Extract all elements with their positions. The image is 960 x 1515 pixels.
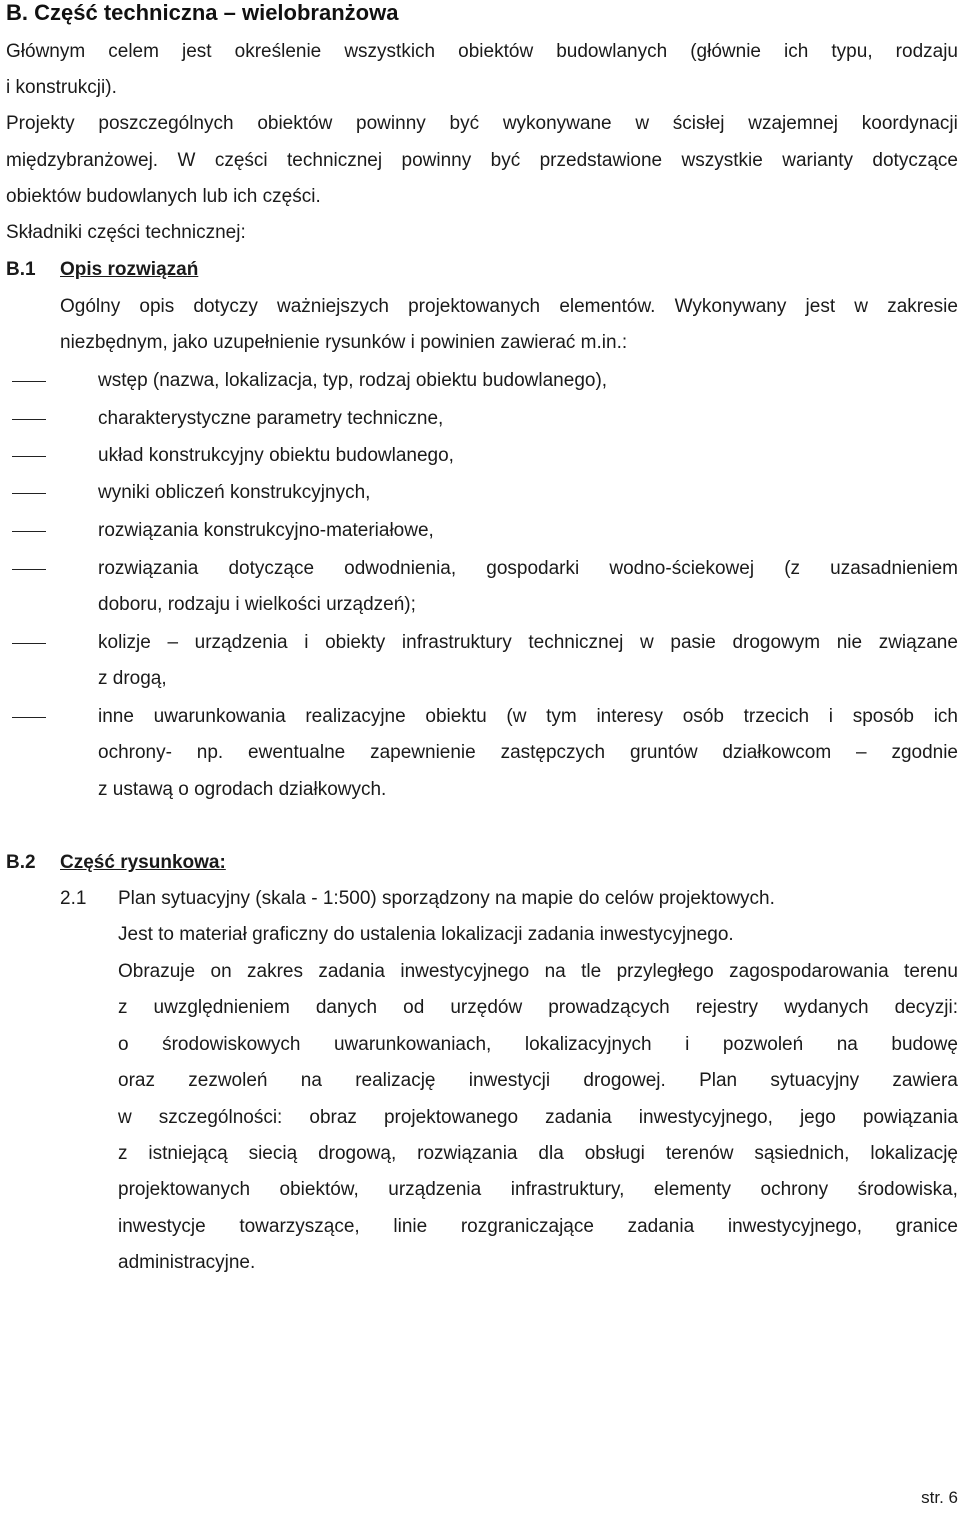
dash-bullet xyxy=(12,381,46,382)
word: (głównie xyxy=(690,41,761,62)
word: sąsiednich, xyxy=(754,1143,850,1164)
word: technicznej xyxy=(528,632,624,653)
subsection-number: 2.1 xyxy=(60,888,87,909)
word: dotyczące xyxy=(872,150,958,171)
dash-bullet xyxy=(12,531,46,532)
word: drogowym xyxy=(732,632,821,653)
word: Ogólny xyxy=(60,296,121,317)
word: środowiskowych xyxy=(162,1034,301,1055)
word: i xyxy=(304,632,309,653)
body-line xyxy=(118,1178,958,1202)
body-line xyxy=(118,1106,958,1130)
word: nie xyxy=(836,632,863,653)
body-line xyxy=(118,960,958,984)
word: i xyxy=(828,706,833,727)
word: (z xyxy=(784,558,801,579)
word: budowę xyxy=(891,1034,958,1055)
section-heading: Część rysunkowa: xyxy=(60,852,226,873)
word: koordynacji xyxy=(861,113,958,134)
word: rozwiązania xyxy=(98,558,199,579)
body-line xyxy=(60,295,958,319)
section-title: B. Część techniczna – wielobranżowa xyxy=(6,0,399,25)
word: lokalizację xyxy=(870,1143,958,1164)
word: inwestycje xyxy=(118,1216,206,1237)
list-item: układ konstrukcyjny obiektu budowlanego, xyxy=(98,445,454,466)
word: istniejącą xyxy=(148,1143,228,1164)
intro-line: i konstrukcji). xyxy=(6,77,117,98)
word: powiązania xyxy=(862,1107,958,1128)
word: uwarunkowania xyxy=(153,706,286,727)
dash-bullet xyxy=(12,643,46,644)
word: ochrony- xyxy=(98,742,172,763)
word: rodzaju xyxy=(895,41,958,62)
word: obsługi xyxy=(584,1143,645,1164)
word: danych xyxy=(315,997,378,1018)
word: inwestycji xyxy=(468,1070,551,1091)
dash-bullet xyxy=(12,419,46,420)
word: rejestry xyxy=(695,997,759,1018)
word: decyzji: xyxy=(894,997,958,1018)
word: Obrazuje xyxy=(118,961,196,982)
word: infrastruktury, xyxy=(510,1179,625,1200)
word: kolizje xyxy=(98,632,151,653)
word: wszystkie xyxy=(681,150,763,171)
word: tle xyxy=(581,961,602,982)
word: jego xyxy=(799,1107,836,1128)
word: na xyxy=(300,1070,322,1091)
dash-bullet xyxy=(12,493,46,494)
word: budowlanych xyxy=(556,41,668,62)
word: przyległego xyxy=(616,961,714,982)
intro-line xyxy=(6,112,958,136)
word: w xyxy=(854,296,869,317)
body-line xyxy=(118,1215,958,1239)
word: Plan xyxy=(699,1070,738,1091)
word: zezwoleń xyxy=(188,1070,268,1091)
word: zawiera xyxy=(892,1070,958,1091)
word: oraz xyxy=(118,1070,155,1091)
word: Wykonywany xyxy=(674,296,787,317)
section-number: B.1 xyxy=(6,259,36,280)
word: obiektów xyxy=(458,41,534,62)
body-line: administracyjne. xyxy=(118,1252,256,1273)
word: z xyxy=(118,1143,128,1164)
word: opis xyxy=(139,296,175,317)
word: terenów xyxy=(665,1143,734,1164)
word: obiekty xyxy=(325,632,386,653)
word: technicznej xyxy=(287,150,383,171)
word: odwodnienia, xyxy=(344,558,457,579)
word: elementów. xyxy=(559,296,656,317)
word: ich xyxy=(933,706,958,727)
word: warianty xyxy=(782,150,853,171)
word: (w xyxy=(506,706,527,727)
intro-line xyxy=(6,149,958,173)
word: drogowej. xyxy=(583,1070,666,1091)
word: interesy xyxy=(596,706,663,727)
word: wydanych xyxy=(784,997,869,1018)
body-line: niezbędnym, jako uzupełnienie rysunków i powinien zawierać m.in.: xyxy=(60,332,628,353)
word: uzasadnieniem xyxy=(830,558,958,579)
word: szczególności: xyxy=(158,1107,283,1128)
word: zadania xyxy=(545,1107,612,1128)
word: zakres xyxy=(247,961,303,982)
word: zastępczych xyxy=(500,742,606,763)
page-number: str. 6 xyxy=(921,1488,958,1507)
word: jest xyxy=(182,41,212,62)
list-item: wstęp (nazwa, lokalizacja, typ, rodzaj obiektu budowlanego), xyxy=(98,370,608,391)
word: ważniejszych xyxy=(277,296,389,317)
word: międzybranżowej. xyxy=(6,150,159,171)
word: od xyxy=(403,997,425,1018)
list-item-continuation: z ustawą o ogrodach działkowych. xyxy=(98,779,387,800)
section-number: B.2 xyxy=(6,852,36,873)
word: być xyxy=(449,113,480,134)
components-label: Składniki części technicznej: xyxy=(6,222,246,243)
word: rozwiązania xyxy=(417,1143,518,1164)
word: ich xyxy=(784,41,809,62)
word: ścisłej xyxy=(672,113,725,134)
word: realizacyjne xyxy=(305,706,406,727)
word: urzędów xyxy=(450,997,523,1018)
word: jest xyxy=(805,296,836,317)
word: powinny xyxy=(401,150,472,171)
word: wykonywane xyxy=(502,113,612,134)
word: obiektów, xyxy=(279,1179,359,1200)
dash-bullet xyxy=(12,569,46,570)
word: gospodarki xyxy=(486,558,580,579)
word: – xyxy=(167,632,179,653)
word: realizację xyxy=(355,1070,436,1091)
dash-bullet xyxy=(12,456,46,457)
word: na xyxy=(836,1034,858,1055)
word: sposób xyxy=(852,706,914,727)
list-item: wyniki obliczeń konstrukcyjnych, xyxy=(98,482,371,503)
word: przedstawione xyxy=(539,150,663,171)
word: o xyxy=(118,1034,129,1055)
word: ewentualne xyxy=(248,742,346,763)
word: celem xyxy=(108,41,159,62)
word: uwarunkowaniach, xyxy=(333,1034,492,1055)
word: uwzględnieniem xyxy=(153,997,290,1018)
intro-line: obiektów budowlanych lub ich części. xyxy=(6,186,321,207)
word: dotyczy xyxy=(193,296,258,317)
word: urządzenia xyxy=(388,1179,482,1200)
word: linie xyxy=(393,1216,428,1237)
word: np. xyxy=(196,742,224,763)
word: pozwoleń xyxy=(722,1034,804,1055)
word: w xyxy=(635,113,650,134)
word: inwestycyjnego, xyxy=(727,1216,862,1237)
word: działkowcom xyxy=(722,742,832,763)
word: być xyxy=(490,150,521,171)
list-item-continuation: z drogą, xyxy=(98,668,167,689)
list-item-continuation: doboru, rodzaju i wielkości urządzeń); xyxy=(98,594,416,615)
word: drogową, xyxy=(318,1143,397,1164)
body-line: Jest to materiał graficzny do ustalenia lokalizacji zadania inwestycyjnego. xyxy=(118,924,734,945)
word: terenu xyxy=(904,961,958,982)
word: granice xyxy=(895,1216,958,1237)
list-item xyxy=(98,631,958,655)
word: części xyxy=(214,150,268,171)
body-line xyxy=(118,996,958,1020)
word: obiektu xyxy=(425,706,487,727)
word: on xyxy=(210,961,232,982)
word: projektowanego xyxy=(383,1107,519,1128)
word: osób xyxy=(682,706,724,727)
word: zgodnie xyxy=(891,742,958,763)
word: urządzenia xyxy=(194,632,288,653)
list-item-continuation xyxy=(98,741,958,765)
word: siecią xyxy=(248,1143,298,1164)
word: zadania xyxy=(318,961,385,982)
word: inwestycyjnego xyxy=(400,961,530,982)
word: pasie xyxy=(670,632,716,653)
word: sytuacyjny xyxy=(770,1070,860,1091)
word: w xyxy=(118,1107,132,1128)
word: inne xyxy=(98,706,134,727)
word: infrastruktury xyxy=(401,632,512,653)
word: dla xyxy=(538,1143,564,1164)
section-heading: Opis rozwiązań xyxy=(60,259,199,280)
word: zakresie xyxy=(887,296,958,317)
word: zapewnienie xyxy=(370,742,476,763)
list-item: rozwiązania konstrukcyjno-materiałowe, xyxy=(98,520,434,541)
word: gruntów xyxy=(629,742,698,763)
body-line xyxy=(118,1033,958,1057)
word: określenie xyxy=(234,41,322,62)
intro-line xyxy=(6,40,958,64)
word: z xyxy=(118,997,128,1018)
word: W xyxy=(177,150,196,171)
word: prowadzących xyxy=(548,997,670,1018)
body-line xyxy=(118,1142,958,1166)
body-line xyxy=(118,1069,958,1093)
word: powinny xyxy=(356,113,426,134)
dash-bullet xyxy=(12,717,46,718)
word: projektowanych xyxy=(408,296,541,317)
word: zadania xyxy=(627,1216,695,1237)
word: inwestycyjnego, xyxy=(638,1107,773,1128)
word: dotyczące xyxy=(228,558,315,579)
word: projektowanych xyxy=(118,1179,251,1200)
list-item: charakterystyczne parametry techniczne, xyxy=(98,408,444,429)
word: ochrony xyxy=(760,1179,829,1200)
body-line: Plan sytuacyjny (skala - 1:500) sporządzony na mapie do celów projektowych. xyxy=(118,888,775,909)
word: wodno-ściekowej xyxy=(609,558,755,579)
word: towarzyszące, xyxy=(239,1216,360,1237)
word: Projekty xyxy=(6,113,75,134)
word: w xyxy=(640,632,654,653)
word: Głównym xyxy=(6,41,86,62)
word: obiektów xyxy=(257,113,333,134)
word: – xyxy=(856,742,867,763)
word: związane xyxy=(878,632,958,653)
list-item xyxy=(98,705,958,729)
word: poszczególnych xyxy=(98,113,234,134)
word: lokalizacyjnych xyxy=(524,1034,652,1055)
list-item xyxy=(98,557,958,581)
word: typu, xyxy=(831,41,873,62)
word: trzecich xyxy=(743,706,810,727)
word: obraz xyxy=(309,1107,357,1128)
word: wzajemnej xyxy=(748,113,839,134)
word: i xyxy=(685,1034,690,1055)
word: środowiska, xyxy=(857,1179,958,1200)
word: elementy xyxy=(653,1179,732,1200)
word: tym xyxy=(546,706,577,727)
word: rozgraniczające xyxy=(460,1216,594,1237)
word: zagospodarowania xyxy=(729,961,889,982)
word: na xyxy=(544,961,566,982)
word: wszystkich xyxy=(344,41,436,62)
